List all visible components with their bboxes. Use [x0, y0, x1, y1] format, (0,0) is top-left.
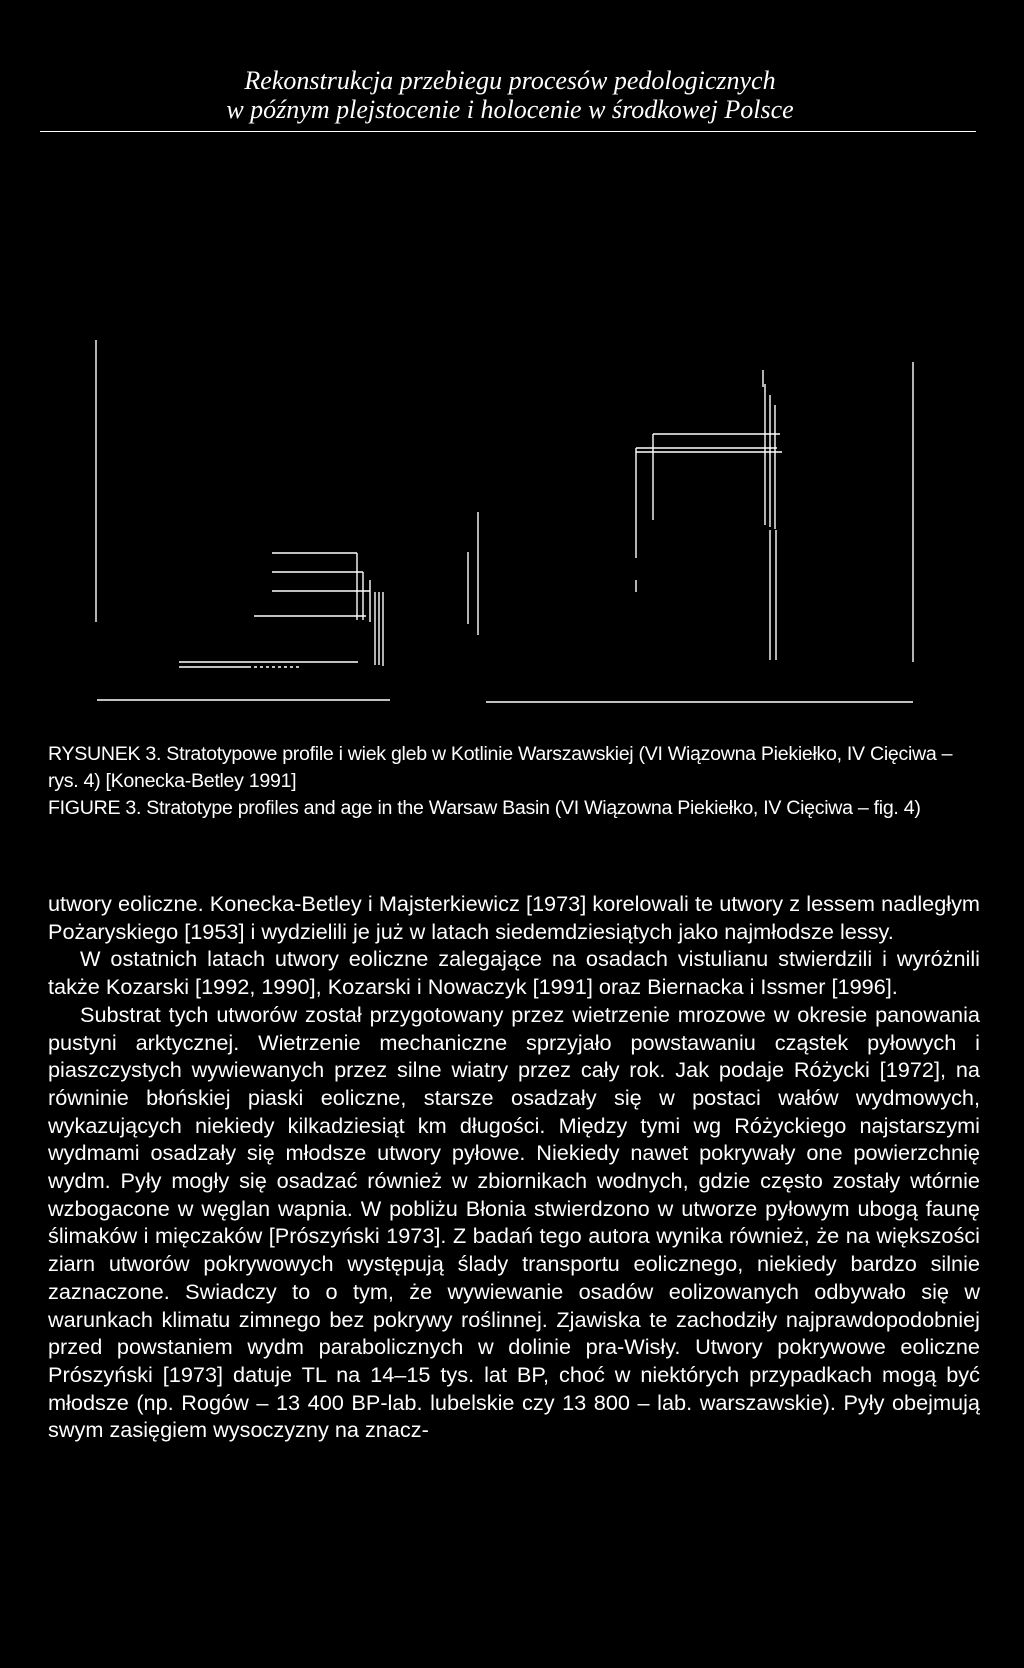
body-text: [48, 890, 980, 1444]
caption-english: FIGURE 3. Stratotype profiles and age in the Warsaw Basin (VI Wiązowna Piekiełko, IV Cięciwa – fig. 4): [48, 797, 921, 819]
paragraph-2: W ostatnich latach utwory eoliczne zalegające na osadach vistulianu stwierdzili i wyróżnili także Kozarski [1992, 1990], Kozarski i Nowaczyk [1991] oraz Biernacka i Issmer [1996].: [48, 946, 980, 1000]
figure-caption: [48, 741, 984, 822]
figure-stratotype-profiles: [0, 330, 1024, 720]
paragraph-3: Substrat tych utworów został przygotowany przez wietrzenie mrozowe w okresie panowania pustyni arktycznej. Wietrzenie mechaniczne sprzyjało powstawaniu cząstek pyłowych i piaszczystych wywiewanych przez silne wiatry przez cały rok. Jak podaje Różycki [1972], na równinie błońskiej piaski eoliczne, starsze osadzały się w postaci wałów wydmowych, wykazujących niekiedy kilkadziesiąt km długości. Między tymi wg Różyckiego najstarszymi wydmami osadzały się młodsze utwory pyłowe. Niekiedy nawet pokrywały one powierzchnię wydm. Pyły mogły się osadzać również w zbiornikach wodnych, gdzie często zostały wtórnie wzbogacone w węglan wapnia. W pobliżu Błonia stwierdzono w utworze pyłowym ubogą faunę ślimaków i mięczaków [Prószyński 1973]. Z badań tego autora wynika również, że na większości ziarn utworów pokrywowych występują ślady transportu eolicznego, niekiedy bardzo silnie zaznaczone. Swiadczy to o tym, że wywiewanie osadów eolizowanych odbywało się w warunkach klimatu zimnego bez pokrywy roślinnej. Zjawiska te zachodziły najprawdopodobniej przed powstaniem wydm parabolicznych w dolinie pra-Wisły. Utwory pokrywowe eoliczne Prószyński [1973] datuje TL na 14–15 tys. lat BP, choć w niektórych przypadkach mogą być młodsze (np. Rogów – 13 400 BP-lab. lubelskie czy 13 800 – lab. warszawskie). Pyły obejmują swym zasięgiem wysoczyzny na znacz-: [48, 1001, 980, 1443]
paragraph-1: utwory eoliczne. Konecka-Betley i Majsterkiewicz [1973] korelowali te utwory z lessem nadległym Pożaryskiego [1953] i wydzielili je już w latach siedemdziesiątych jako najmłodsze lessy.: [48, 891, 980, 944]
header-rule: [40, 131, 976, 132]
header-line-2: w późnym plejstocenie i holocenie w środkowej Polsce: [226, 95, 794, 124]
header-line-1: Rekonstrukcja przebiegu procesów pedologicznych: [244, 66, 776, 95]
figure-line-drawing: [0, 330, 1024, 720]
caption-polish: RYSUNEK 3. Stratotypowe profile i wiek gleb w Kotlinie Warszawskiej (VI Wiązowna Piekiełko, IV Cięciwa – rys. 4) [Konecka-Betley 1991]: [48, 743, 953, 792]
running-header: [40, 66, 980, 124]
